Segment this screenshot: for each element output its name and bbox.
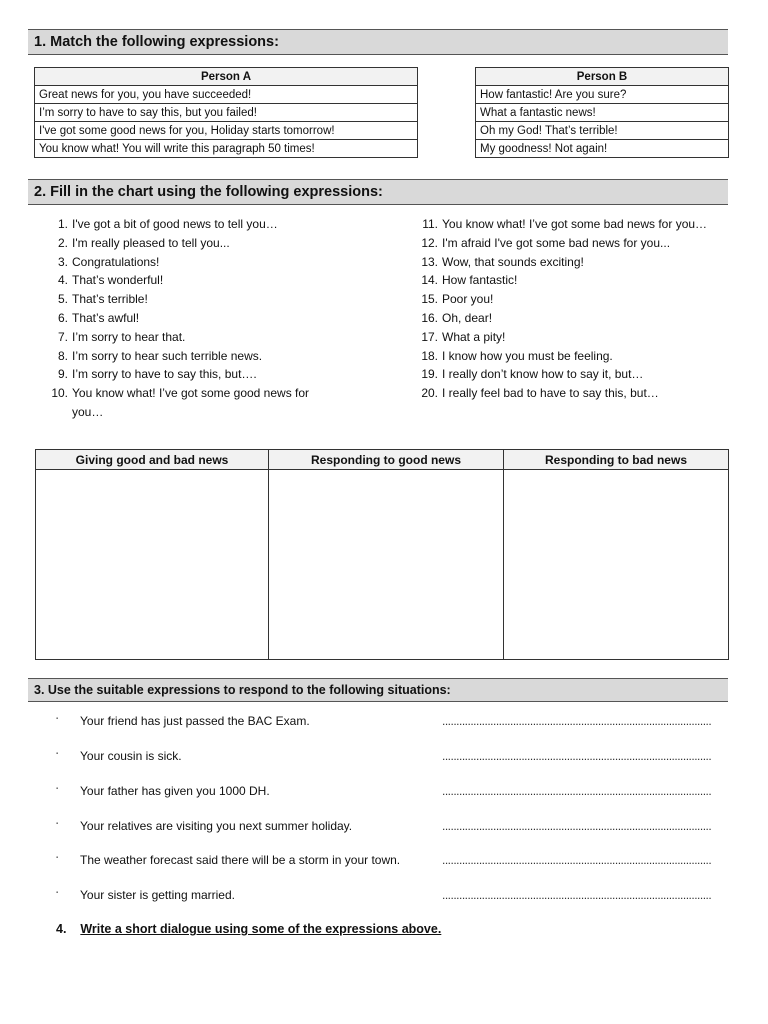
chart-cell-responding-bad[interactable] — [504, 470, 729, 660]
bullet-icon: ▪ — [56, 716, 59, 722]
person-b-row: What a fantastic news! — [476, 104, 729, 122]
chart-header-giving: Giving good and bad news — [36, 450, 269, 470]
list-item: 9. I’m sorry to have to say this, but…. — [57, 367, 257, 382]
list-item: 16. Oh, dear! — [421, 310, 493, 325]
situation-item — [56, 888, 728, 906]
chart-header-responding-bad: Responding to bad news — [504, 450, 729, 470]
answer-line[interactable]: ............................................................................................... — [442, 853, 712, 867]
section-1-header — [28, 29, 728, 55]
person-b-header: Person B — [476, 68, 729, 86]
list-item: 10. You know what! I’ve got some good news for — [51, 386, 310, 401]
answer-line[interactable]: ............................................................................................... — [442, 819, 712, 833]
situation-item — [56, 749, 728, 767]
fill-in-chart — [35, 449, 729, 660]
list-item: 6. That’s awful! — [57, 310, 140, 325]
person-b-table — [475, 67, 729, 158]
person-a-row: I’m sorry to have to say this, but you failed! — [35, 104, 418, 122]
list-item: you… — [72, 404, 104, 419]
list-item: 4. That’s wonderful! — [57, 273, 164, 288]
person-b-row: My goodness! Not again! — [476, 140, 729, 158]
chart-cell-responding-good[interactable] — [269, 470, 504, 660]
bullet-icon: ▪ — [56, 751, 59, 757]
situation-text: Your cousin is sick. — [80, 749, 182, 763]
person-b-row: How fantastic! Are you sure? — [476, 86, 729, 104]
chart-cell-giving[interactable] — [36, 470, 269, 660]
list-item: 2. I'm really pleased to tell you... — [57, 235, 230, 250]
answer-line[interactable]: ............................................................................................... — [442, 784, 712, 798]
answer-line[interactable]: ............................................................................................... — [442, 714, 712, 728]
situation-text: Your sister is getting married. — [80, 888, 235, 902]
bullet-icon: ▪ — [56, 821, 59, 827]
person-a-header: Person A — [35, 68, 418, 86]
list-item: 17. What a pity! — [421, 329, 506, 344]
list-item: 14. How fantastic! — [421, 273, 518, 288]
list-item: 12. I'm afraid I've got some bad news for you... — [421, 235, 671, 250]
section-3-header — [28, 678, 728, 702]
list-item: 8. I’m sorry to hear such terrible news. — [57, 348, 263, 363]
chart-header-responding-good: Responding to good news — [269, 450, 504, 470]
section-3-title: 3. Use the suitable expressions to respond to the following situations: — [34, 683, 451, 697]
task-4-number: 4. — [56, 922, 67, 936]
situation-item — [56, 714, 728, 732]
list-item: 13. Wow, that sounds exciting! — [421, 254, 584, 269]
situation-text: Your friend has just passed the BAC Exam. — [80, 714, 310, 728]
list-item: 7. I’m sorry to hear that. — [57, 329, 186, 344]
person-a-table — [34, 67, 418, 158]
answer-line[interactable]: ............................................................................................... — [442, 888, 712, 902]
list-item: 1. I've got a bit of good news to tell you… — [57, 217, 278, 231]
section-2-title: 2. Fill in the chart using the following expressions: — [34, 184, 383, 200]
situation-text: The weather forecast said there will be a storm in your town. — [80, 853, 401, 867]
list-item: 19. I really don’t know how to say it, but… — [421, 367, 644, 382]
situation-text: Your father has given you 1000 DH. — [80, 784, 270, 798]
situation-text: Your relatives are visiting you next summer holiday. — [80, 819, 353, 833]
situation-item — [56, 784, 728, 802]
section-2-header — [28, 179, 728, 205]
situation-item — [56, 853, 728, 871]
task-4 — [56, 922, 441, 936]
situation-item — [56, 819, 728, 837]
bullet-icon: ▪ — [56, 786, 59, 792]
list-item: 5. That’s terrible! — [57, 292, 148, 307]
section-1-title: 1. Match the following expressions: — [34, 34, 279, 50]
list-item: 15. Poor you! — [421, 292, 494, 307]
list-item: 18. I know how you must be feeling. — [421, 348, 613, 363]
expressions-list-right — [418, 215, 730, 403]
person-b-row: Oh my God! That’s terrible! — [476, 122, 729, 140]
person-a-row: Great news for you, you have succeeded! — [35, 86, 418, 104]
bullet-icon: ▪ — [56, 890, 59, 896]
person-a-row: I've got some good news for you, Holiday starts tomorrow! — [35, 122, 418, 140]
person-a-row: You know what! You will write this paragraph 50 times! — [35, 140, 418, 158]
list-item: 20. I really feel bad to have to say this, but… — [421, 386, 659, 401]
answer-line[interactable]: ............................................................................................... — [442, 749, 712, 763]
expressions-list-left — [48, 215, 368, 422]
bullet-icon: ▪ — [56, 855, 59, 861]
list-item: 3. Congratulations! — [57, 254, 160, 269]
list-item: 11. You know what! I’ve got some bad news for you… — [422, 217, 708, 231]
task-4-text: Write a short dialogue using some of the expressions above. — [80, 922, 442, 936]
